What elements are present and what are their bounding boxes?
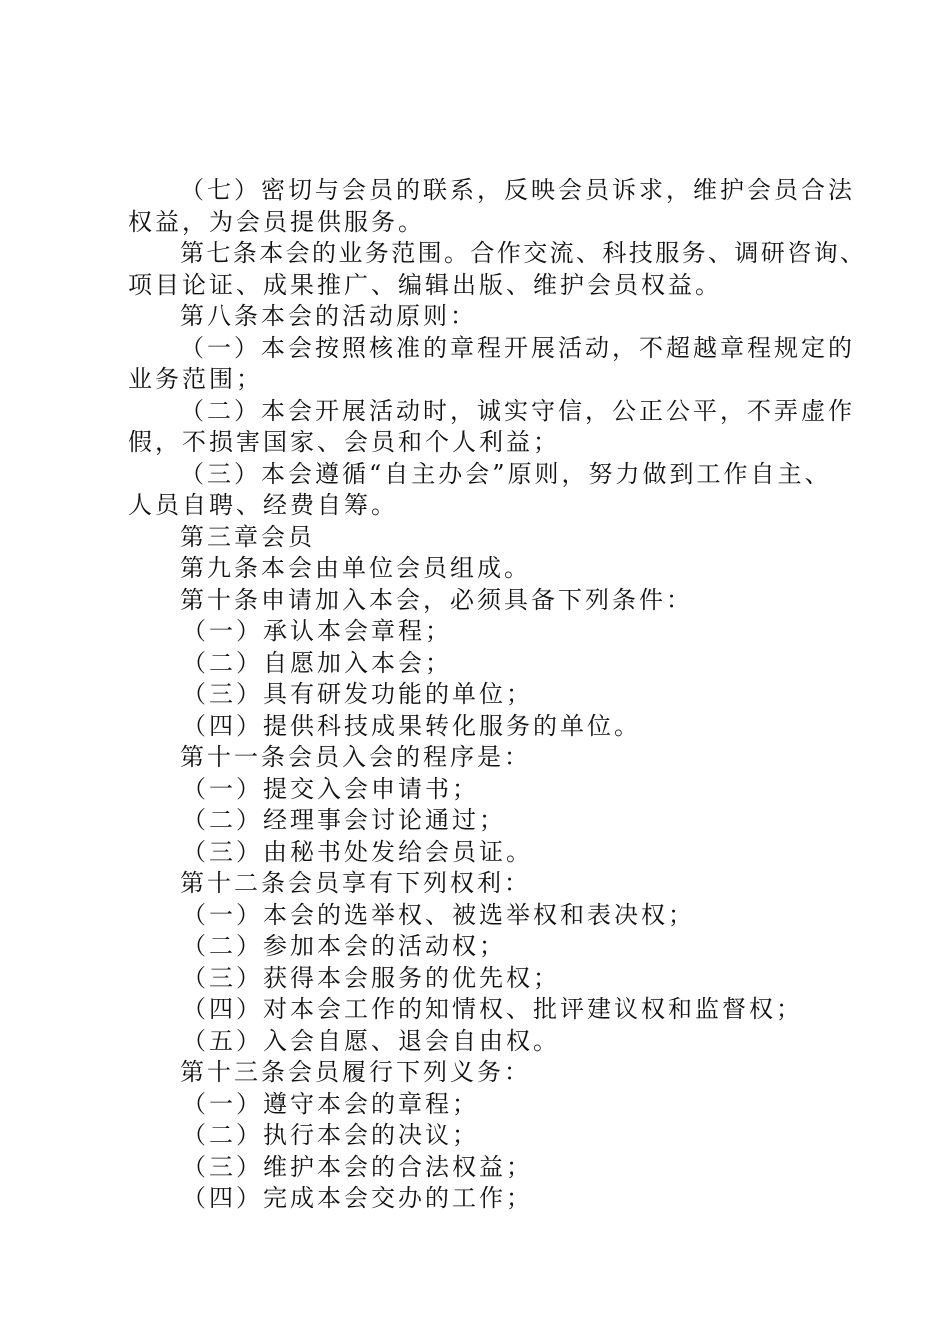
list-item: （二）经理事会讨论通过；	[182, 806, 506, 834]
text-line: （二）本会开展活动时，诚实守信，公正公平，不弄虚作	[180, 396, 855, 425]
article-heading: 第十条申请加入本会，必须具备下列条件：	[180, 585, 693, 614]
text-line: 人员自聘、经费自筹。	[128, 491, 398, 519]
article-heading: 第八条本会的活动原则：	[180, 302, 477, 330]
document-page	[128, 175, 867, 1215]
list-item: （三）由秘书处发给会员证。	[182, 837, 533, 866]
article-heading: 第十二条会员享有下列权利：	[180, 869, 531, 897]
text-line: （三）本会遵循“自主办会”原则，努力做到工作自主、	[180, 459, 832, 488]
text-line: 权益，为会员提供服务。	[128, 207, 425, 236]
list-item: （一）承认本会章程；	[182, 617, 452, 645]
list-item: （四）完成本会交办的工作；	[182, 1184, 533, 1212]
list-item: （三）维护本会的合法权益；	[182, 1152, 533, 1181]
list-item: （一）遵守本会的章程；	[182, 1089, 479, 1118]
list-item: （一）提交入会申请书；	[182, 774, 479, 803]
text-line: 业务范围；	[128, 365, 263, 393]
list-item: （一）本会的选举权、被选举权和表决权；	[182, 900, 695, 929]
list-item: （三）获得本会服务的优先权；	[182, 963, 560, 992]
text-line: （一）本会按照核准的章程开展活动，不超越章程规定的	[180, 333, 855, 362]
text-line: 第七条本会的业务范围。合作交流、科技服务、调研咨询、	[180, 239, 867, 267]
article-heading: 第十一条会员入会的程序是：	[180, 743, 531, 771]
list-item: （五）入会自愿、退会自由权。	[182, 1026, 560, 1055]
article-heading: 第九条本会由单位会员组成。	[180, 554, 531, 582]
list-item: （二）执行本会的决议；	[182, 1121, 479, 1149]
list-item: （二）参加本会的活动权；	[182, 932, 506, 960]
chapter-heading: 第三章会员	[180, 522, 315, 551]
text-line: 项目论证、成果推广、编辑出版、维护会员权益。	[128, 270, 722, 299]
text-line: （七）密切与会员的联系，反映会员诉求，维护会员合法	[180, 176, 855, 204]
text-line: 假，不损害国家、会员和个人利益；	[128, 428, 560, 456]
list-item: （二）自愿加入本会；	[182, 648, 452, 677]
article-heading: 第十三条会员履行下列义务：	[180, 1058, 531, 1086]
list-item: （三）具有研发功能的单位；	[182, 680, 533, 708]
list-item: （四）提供科技成果转化服务的单位。	[182, 711, 641, 740]
list-item: （四）对本会工作的知情权、批评建议权和监督权；	[182, 995, 803, 1023]
